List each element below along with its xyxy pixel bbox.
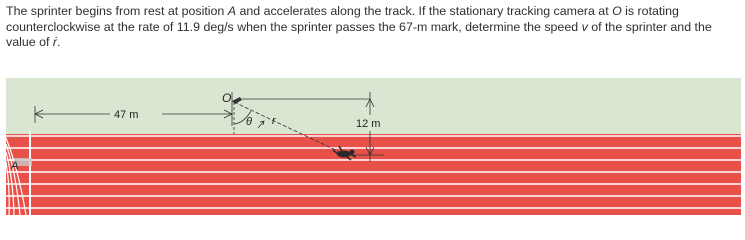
speed-symbol: v	[581, 19, 588, 34]
dimension-horizontal-label: 47 m	[114, 109, 139, 121]
angle-label-theta: θ	[246, 116, 252, 128]
running-track	[6, 134, 741, 215]
problem-statement: The sprinter begins from rest at position A and accelerates along the track. If the stationary tracking camera at O is rotating counterclockwise at the rate of 11.9 deg/s when the sprinter passes the 67-m mark, determine the speed v of the sprinter and the value of ṙ.	[6, 4, 712, 49]
radius-label-r: r	[272, 115, 276, 127]
rdot-symbol: ṙ	[52, 35, 57, 49]
dimension-vertical-label: 12 m	[356, 118, 381, 130]
start-label-a: A	[11, 160, 19, 172]
track-diagram	[6, 78, 741, 215]
point-o-symbol: O	[612, 4, 622, 18]
track-figure	[6, 78, 741, 215]
camera-label-o: O	[222, 91, 232, 105]
point-a-symbol: A	[227, 4, 237, 18]
